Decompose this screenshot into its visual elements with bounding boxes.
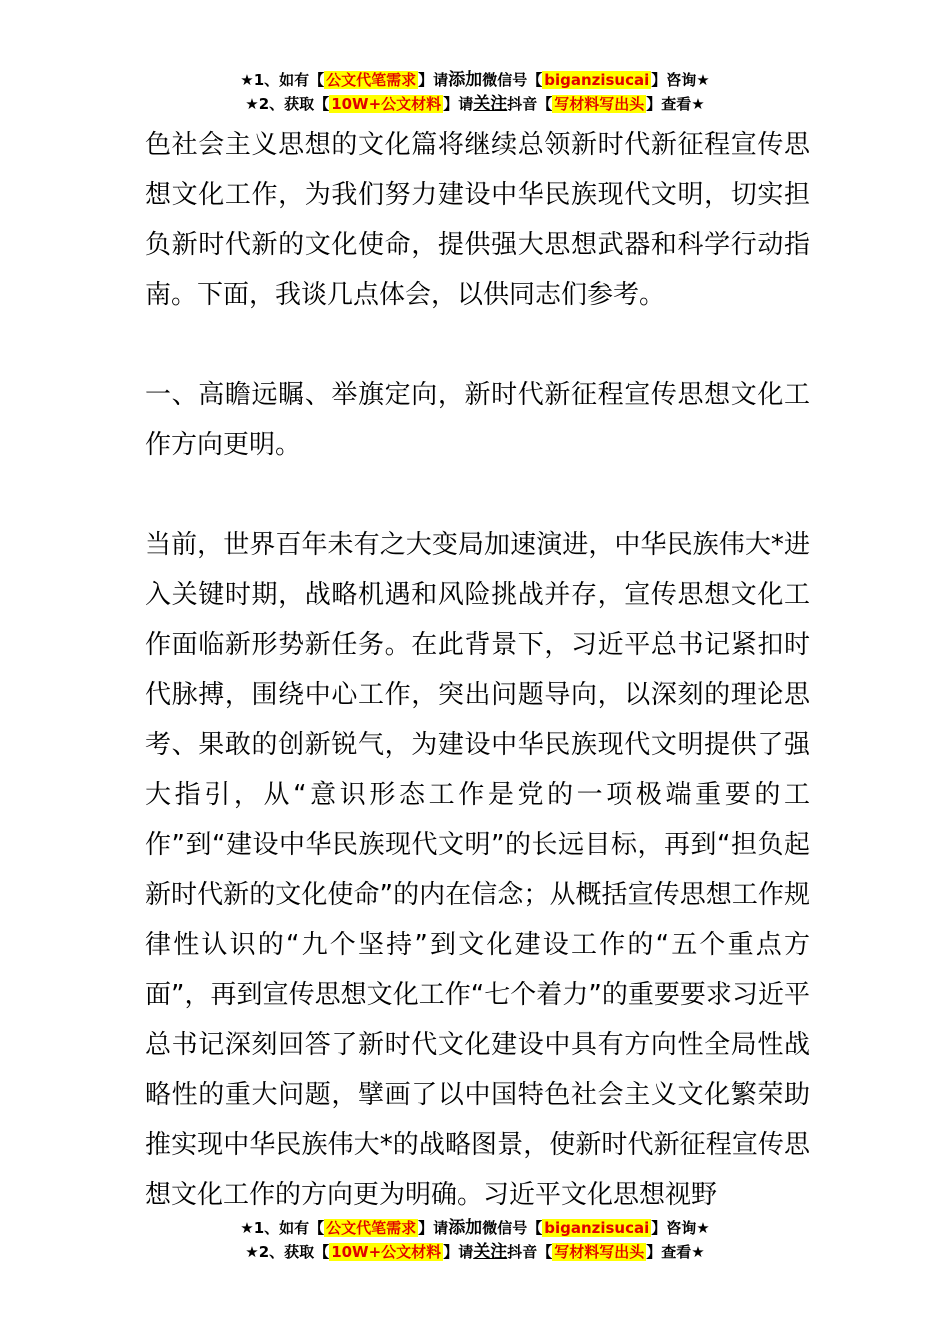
wechat-id-highlight: biganzisucai (544, 71, 650, 89)
douyin-id-highlight: 写材料写出头 (554, 1243, 645, 1261)
body-paragraph-intro (145, 120, 810, 320)
promo-line-2: ★2、获取【 10W+公文材料 】请关注抖音【 写材料写出头 】查看★ (245, 94, 705, 114)
promo-highlight: 公文代笔需求 (326, 71, 417, 89)
paragraph-text: 当前，世界百年未有之大变局加速演进，中华民族伟大*进入关键时期，战略机遇和风险挑战并存，宣传思想文化工作面临新形势新任务。在此背景下，习近平总书记紧扣时代脉搏，围绕中心工作，突出问题导向，以深刻的理论思考、果敢的创新锐气，为建设中华民族现代文明提供了强大指引，从“意识形态工作是党的一项极端重要的工作”到“建设中华民族现代文明”的长远目标，再到“担负起新时代新的文化使命”的内在信念；从概括宣传思想工作规律性认识的“九个坚持”到文化建设工作的“五个重点方面”，再到宣传思想文化工作“七个着力”的重要要求习近平总书记深刻回答了新时代文化建设中具有方向性全局性战略性的重大问题，擘画了以中国特色社会主义文化繁荣助推实现中华民族伟大*的战略图景，使新时代新征程宣传思想文化工作的方向更为明确。习近平文化思想视野 (145, 530, 810, 1210)
wechat-id-highlight: biganzisucai (544, 1219, 650, 1237)
promo-line-1: ★1、如有【 公文代笔需求 】请添加微信号【 biganzisucai 】咨询★ (240, 70, 710, 90)
promo-highlight: 10W+公文材料 (331, 1243, 442, 1261)
promo-highlight: 10W+公文材料 (331, 95, 442, 113)
promo-line-1: ★1、如有【 公文代笔需求 】请添加微信号【 biganzisucai 】咨询★ (240, 1218, 710, 1238)
top-promo-banner (0, 68, 950, 116)
douyin-id-highlight: 写材料写出头 (554, 95, 645, 113)
body-paragraph-main (145, 520, 810, 1220)
promo-line-2: ★2、获取【 10W+公文材料 】请关注抖音【 写材料写出头 】查看★ (245, 1242, 705, 1262)
heading-text: 一、高瞻远瞩、举旗定向，新时代新征程宣传思想文化工作方向更明。 (145, 380, 810, 460)
section-heading-1 (145, 370, 810, 470)
bottom-promo-banner (0, 1216, 950, 1264)
paragraph-text: 色社会主义思想的文化篇将继续总领新时代新征程宣传思想文化工作，为我们努力建设中华民族现代文明，切实担负新时代新的文化使命，提供强大思想武器和科学行动指南。下面，我谈几点体会，以供同志们参考。 (145, 130, 810, 310)
promo-highlight: 公文代笔需求 (326, 1219, 417, 1237)
